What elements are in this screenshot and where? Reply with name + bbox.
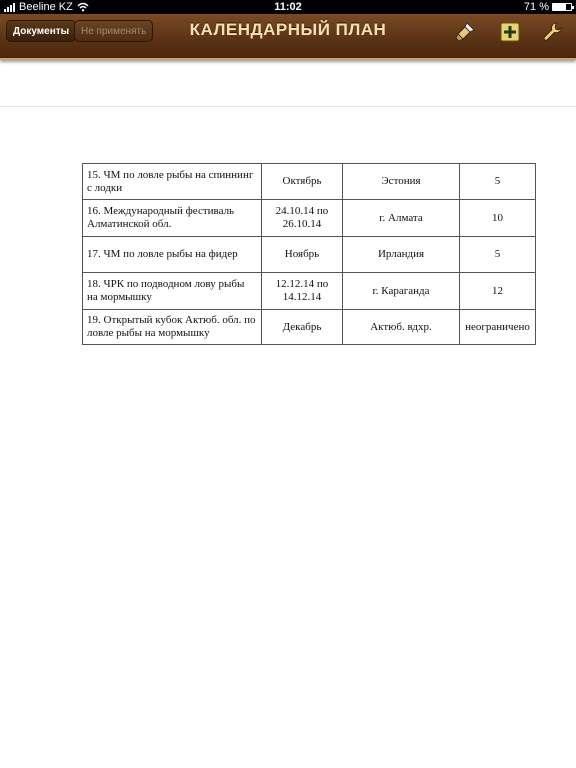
participants-cell: 5 (460, 237, 536, 273)
header-divider (0, 106, 576, 107)
participants-cell: 10 (460, 200, 536, 237)
page-title: КАЛЕНДАРНЫЙ ПЛАН (189, 20, 387, 39)
location-cell: г. Алмата (343, 200, 460, 237)
wrench-icon[interactable] (541, 20, 565, 44)
location-cell: Эстония (343, 164, 460, 200)
battery-percent: 71 % (523, 1, 549, 13)
status-time: 11:02 (274, 1, 302, 13)
table-row (83, 273, 536, 310)
table-row (83, 200, 536, 237)
toolbar (0, 14, 576, 60)
event-name-cell: 16. Международный фестиваль Алматинской обл. (83, 200, 262, 237)
date-cell: Декабрь (262, 310, 343, 345)
date-cell: 24.10.14 по 26.10.14 (262, 200, 343, 237)
table-row (83, 310, 536, 345)
date-cell: Октябрь (262, 164, 343, 200)
event-name-cell: 17. ЧМ по ловле рыбы на фидер (83, 237, 262, 273)
battery-icon (552, 3, 572, 11)
documents-button[interactable]: Документы (6, 20, 76, 42)
table-row (83, 237, 536, 273)
revert-button[interactable]: Не применять (74, 20, 153, 42)
status-bar (0, 0, 576, 14)
date-cell: Ноябрь (262, 237, 343, 273)
participants-cell: 12 (460, 273, 536, 310)
carrier-name: Beeline KZ (19, 1, 73, 13)
event-name-cell: 18. ЧРК по подводном лову рыбы на мормышку (83, 273, 262, 310)
battery-indicator (524, 0, 572, 14)
location-cell: г. Караганда (343, 273, 460, 310)
location-cell: Актюб. вдхр. (343, 310, 460, 345)
location-cell: Ирландия (343, 237, 460, 273)
brush-icon[interactable] (453, 20, 477, 44)
event-name-cell: 19. Открытый кубок Актюб. обл. по ловле рыбы на мормышку (83, 310, 262, 345)
event-name-cell: 15. ЧМ по ловле рыбы на спиннинг с лодки (83, 164, 262, 200)
participants-cell: 5 (460, 164, 536, 200)
calendar-table (82, 163, 536, 345)
table-row (83, 164, 536, 200)
add-icon[interactable] (498, 20, 522, 44)
participants-cell: неограничено (460, 310, 536, 345)
date-cell: 12.12.14 по 14.12.14 (262, 273, 343, 310)
